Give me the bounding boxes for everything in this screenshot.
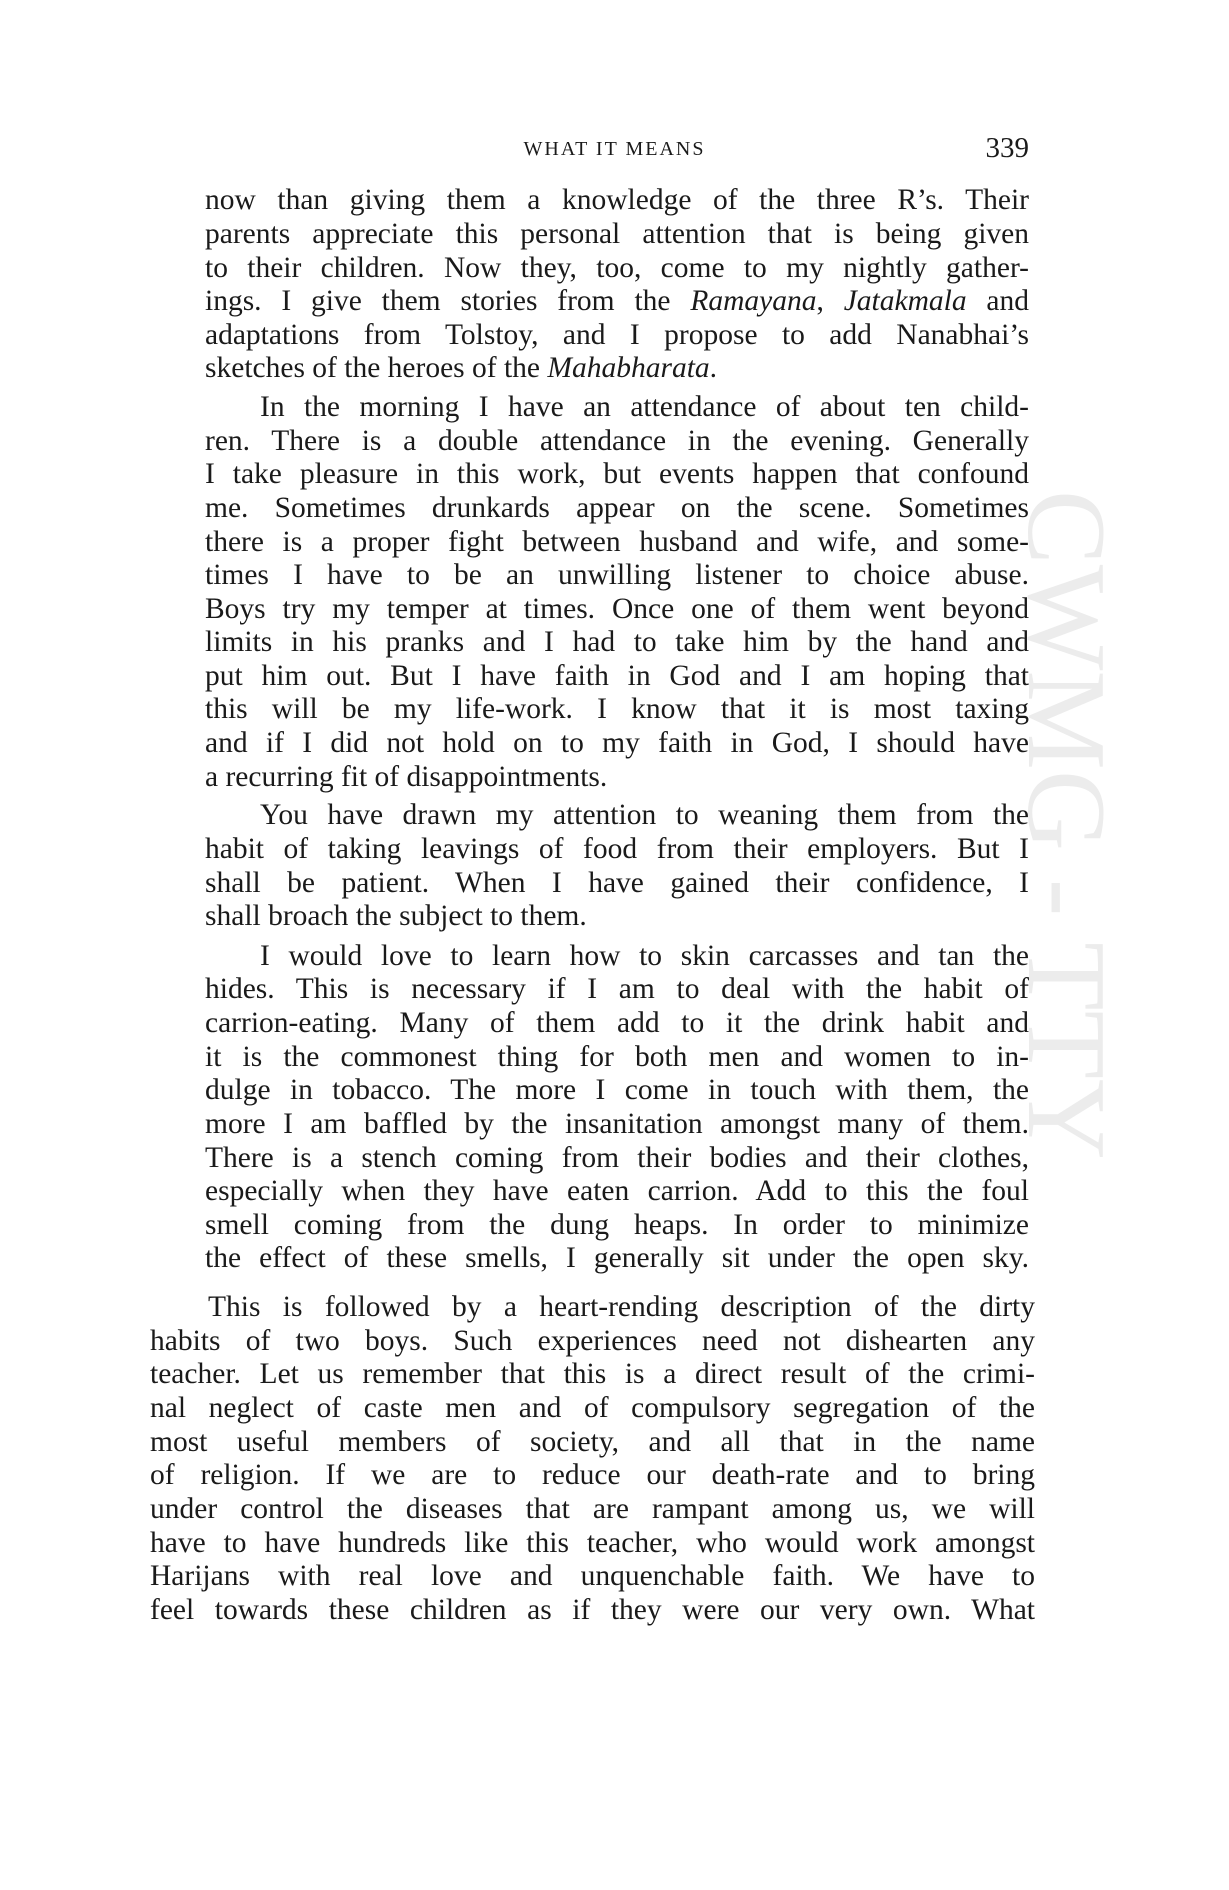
text-line: This is followed by a heart-rending description of the dirty: [208, 1291, 1035, 1323]
text-line: it is the commonest thing for both men and women to in-: [205, 1041, 1029, 1073]
text-line: this will be my life-work. I know that it is most taxing: [205, 693, 1029, 725]
watermark-text: CWMG - TTY: [1004, 490, 1128, 1160]
text-line: parents appreciate this personal attention that is being given: [205, 218, 1029, 250]
text-line: nal neglect of caste men and of compulsory segregation of the: [150, 1392, 1035, 1424]
italic-title: Jatakmala: [843, 285, 967, 317]
text-line: adaptations from Tolstoy, and I propose to add Nanabhai’s: [205, 319, 1029, 351]
text-line: ren. There is a double attendance in the evening. Generally: [205, 425, 1029, 457]
text-line: There is a stench coming from their bodies and their clothes,: [205, 1142, 1029, 1174]
text-line: You have drawn my attention to weaning them from the: [260, 799, 1029, 831]
italic-title: Mahabharata: [547, 352, 710, 384]
text-line: dulge in tobacco. The more I come in touch with them, the: [205, 1074, 1029, 1106]
text-line: put him out. But I have faith in God and I am hoping that: [205, 660, 1029, 692]
text-line: Boys try my temper at times. Once one of them went beyond: [205, 593, 1029, 625]
text-line: limits in his pranks and I had to take him by the hand and: [205, 626, 1029, 658]
text-line: I take pleasure in this work, but events happen that confound: [205, 458, 1029, 490]
text-line: shall broach the subject to them.: [205, 900, 587, 932]
watermark: [1004, 490, 1170, 1390]
text-line: teacher. Let us remember that this is a direct result of the crimi-: [150, 1358, 1035, 1390]
text-line: times I have to be an unwilling listener to choice abuse.: [205, 559, 1029, 591]
running-head: [0, 132, 1229, 172]
text-line: shall be patient. When I have gained their confidence, I: [205, 867, 1029, 899]
text-line: there is a proper fight between husband and wife, and some-: [205, 526, 1029, 558]
text-line: habit of taking leavings of food from their employers. But I: [205, 833, 1029, 865]
text-line: habits of two boys. Such experiences need not dishearten any: [150, 1325, 1035, 1357]
text-line: me. Sometimes drunkards appear on the scene. Sometimes: [205, 492, 1029, 524]
text-line: In the morning I have an attendance of about ten child-: [260, 391, 1029, 423]
text-line: especially when they have eaten carrion. Add to this the foul: [205, 1175, 1029, 1207]
text-line: of religion. If we are to reduce our death-rate and to bring: [150, 1459, 1035, 1491]
text-line: I would love to learn how to skin carcasses and tan the: [260, 940, 1029, 972]
text-line: and if I did not hold on to my faith in God, I should have: [205, 727, 1029, 759]
page-number: 339: [985, 132, 1029, 164]
text-line: feel towards these children as if they were our very own. What: [150, 1594, 1035, 1626]
text-line: a recurring fit of disappointments.: [205, 761, 608, 793]
text-line: to their children. Now they, too, come to my nightly gather-: [205, 252, 1029, 284]
text-line: hides. This is necessary if I am to deal with the habit of: [205, 973, 1029, 1005]
text-line: ings. I give them stories from the Ramayana, Jatakmala and: [205, 285, 1030, 317]
text-line: Harijans with real love and unquenchable faith. We have to: [150, 1560, 1035, 1592]
text-line: sketches of the heroes of the Mahabharata.: [205, 352, 718, 384]
text-line: more I am baffled by the insanitation amongst many of them.: [205, 1108, 1029, 1140]
text-line: most useful members of society, and all that in the name: [150, 1426, 1035, 1458]
italic-title: Ramayana: [690, 285, 817, 317]
running-title: WHAT IT MEANS: [523, 138, 706, 160]
text-line: under control the diseases that are rampant among us, we will: [150, 1493, 1035, 1525]
text-line: have to have hundreds like this teacher, who would work amongst: [150, 1527, 1035, 1559]
text-line: carrion-eating. Many of them add to it the drink habit and: [205, 1007, 1029, 1039]
text-line: now than giving them a knowledge of the three R’s. Their: [205, 184, 1029, 216]
text-line: smell coming from the dung heaps. In order to minimize: [205, 1209, 1029, 1241]
text-line: the effect of these smells, I generally sit under the open sky.: [205, 1242, 1029, 1274]
